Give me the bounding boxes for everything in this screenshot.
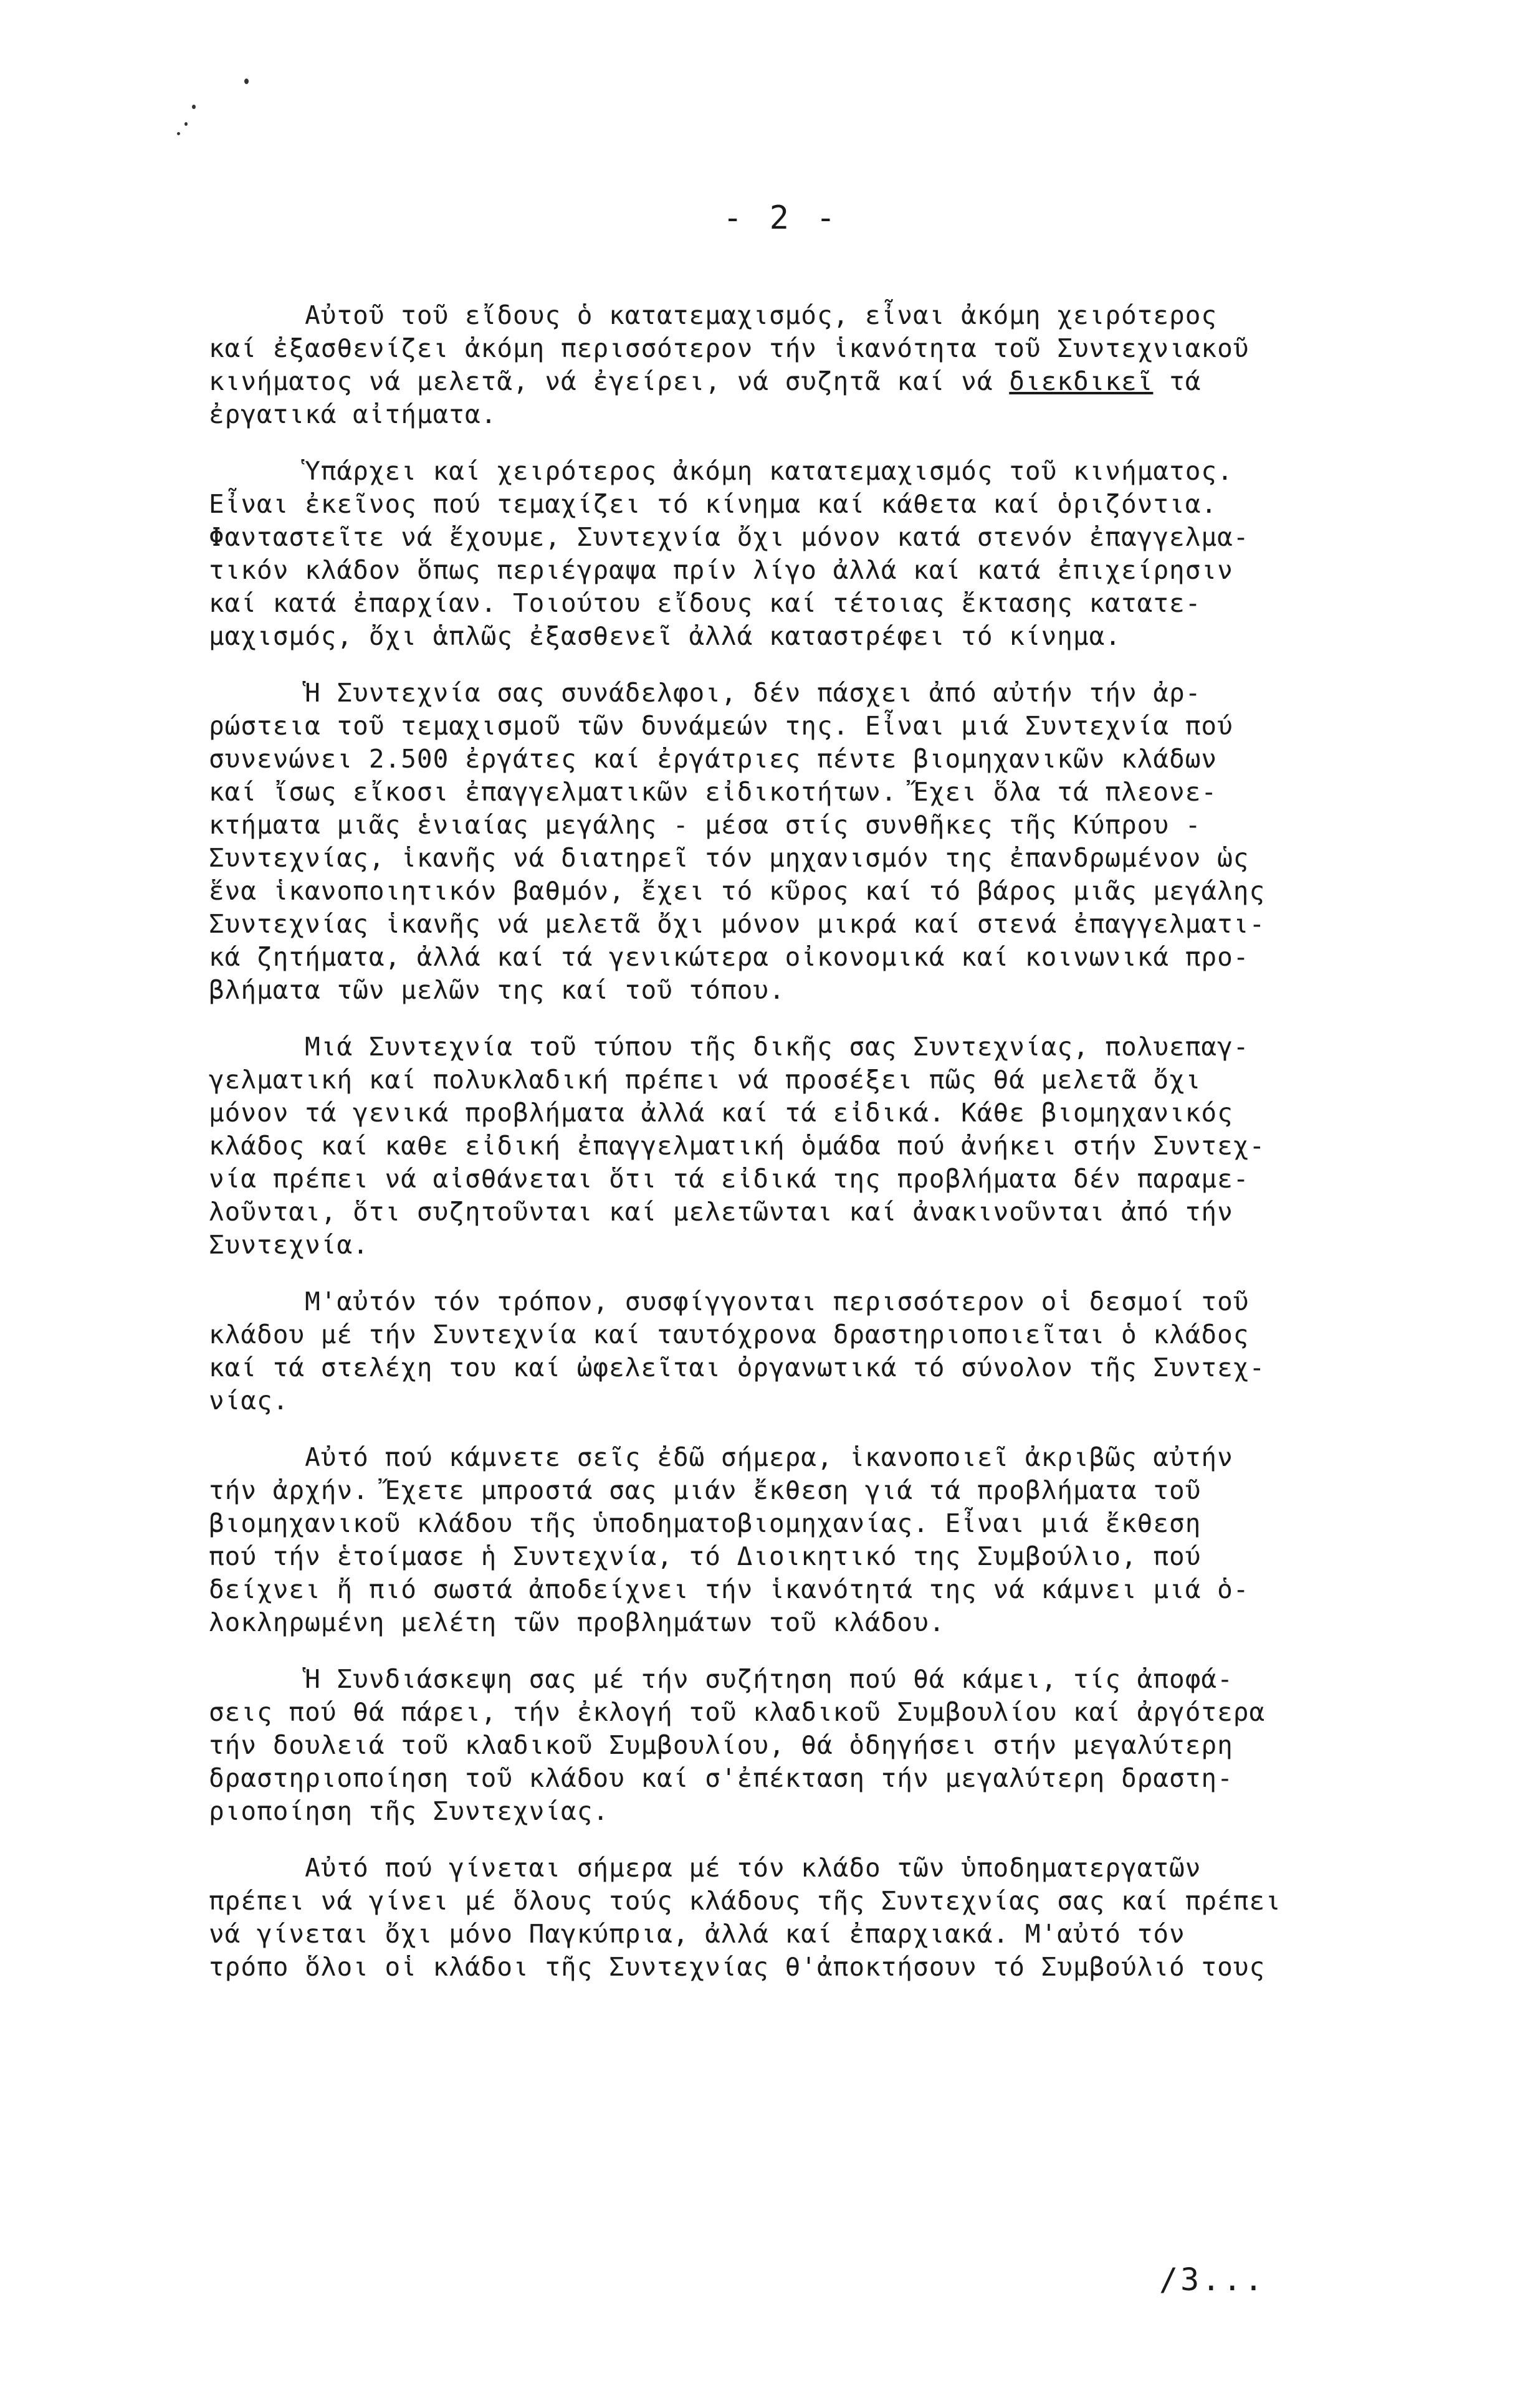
text-line: Αὐτοῦ τοῦ εἴδους ὁ κατατεμαχισμός, εἶναι ἀκόμη χειρότερος (209, 300, 1218, 330)
text-line: ρώστεια τοῦ τεμαχισμοῦ τῶν δυνάμεών της. Εἶναι μιά Συντεχνία πού (209, 711, 1233, 741)
text-segment: κινήματος νά μελετᾶ, νά ἐγείρει, νά συζητᾶ καί νά (209, 366, 1010, 396)
ink-speck (192, 105, 196, 109)
paragraph (209, 1030, 1461, 1262)
paragraph (209, 455, 1461, 653)
document-body (209, 299, 1461, 2007)
text-line: τρόπο ὅλοι οἱ κλάδοι τῆς Συντεχνίας θ'ἀποκτήσουν τό Συμβούλιό τους (209, 1952, 1266, 1982)
text-line: Ἡ Συνδιάσκεψη σας μέ τήν συζήτηση πού θά κάμει, τίς ἀποφά- (209, 1664, 1233, 1694)
text-line: κά ζητήματα, ἀλλά καί τά γενικώτερα οἰκονομικά καί κοινωνικά προ- (209, 942, 1250, 972)
text-line: τήν δουλειά τοῦ κλαδικοῦ Συμβουλίου, θά ὁδηγήσει στήν μεγαλύτερη (209, 1730, 1233, 1760)
text-line: ριοποίηση τῆς Συντεχνίας. (209, 1796, 609, 1826)
text-line: τήν ἀρχήν. Ἔχετε μπροστά σας μιάν ἔκθεση γιά τά προβλήματα τοῦ (209, 1475, 1202, 1505)
text-line: κλάδος καί καθε εἰδική ἐπαγγελματική ὁμάδα πού ἀνήκει στήν Συντεχ- (209, 1131, 1266, 1161)
text-line: βλήματα τῶν μελῶν της καί τοῦ τόπου. (209, 975, 785, 1005)
text-line: μαχισμός, ὄχι ἁπλῶς ἐξασθενεῖ ἀλλά καταστρέφει τό κίνημα. (209, 621, 1121, 651)
ink-speck (244, 79, 249, 84)
text-line: λοκληρωμένη μελέτη τῶν προβλημάτων τοῦ κλάδου. (209, 1607, 945, 1637)
text-line: δείχνει ἤ πιό σωστά ἀποδείχνει τήν ἱκανότητά της νά κάμνει μιά ὁ- (209, 1574, 1250, 1604)
text-line: σεις πού θά πάρει, τήν ἐκλογή τοῦ κλαδικοῦ Συμβουλίου καί ἀργότερα (209, 1697, 1266, 1727)
text-line: νά γίνεται ὄχι μόνο Παγκύπρια, ἀλλά καί ἐπαρχιακά. Μ'αὐτό τόν (209, 1919, 1185, 1949)
text-line: πρέπει νά γίνει μέ ὅλους τούς κλάδους τῆς Συντεχνίας σας καί πρέπει (209, 1886, 1281, 1916)
text-line: ἕνα ἱκανοποιητικόν βαθμόν, ἔχει τό κῦρος καί τό βάρος μιᾶς μεγάλης (209, 876, 1266, 906)
text-line: Συντεχνία. (209, 1230, 369, 1260)
text-line: Ὑπάρχει καί χειρότερος ἀκόμη κατατεμαχισμός τοῦ κινήματος. (209, 456, 1233, 486)
text-segment: τά (1153, 366, 1202, 396)
text-line: καί κατά ἐπαρχίαν. Τοιούτου εἴδους καί τέτοιας ἔκτασης κατατε- (209, 588, 1202, 618)
text-line: δραστηριοποίηση τοῦ κλάδου καί σ'ἐπέκταση τήν μεγαλύτερη δραστη- (209, 1763, 1233, 1793)
text-line: κτήματα μιᾶς ἑνιαίας μεγάλης - μέσα στίς συνθῆκες τῆς Κύπρου - (209, 810, 1202, 840)
text-line: κλάδου μέ τήν Συντεχνία καί ταυτόχρονα δραστηριοποιεῖται ὁ κλάδος (209, 1320, 1250, 1349)
text-line: καί ἴσως εἴκοσι ἐπαγγελματικῶν εἰδικοτήτων. Ἔχει ὅλα τά πλεονε- (209, 777, 1218, 807)
text-line: μόνον τά γενικά προβλήματα ἀλλά καί τά εἰδικά. Κάθε βιομηχανικός (209, 1098, 1233, 1128)
text-line: Ἡ Συντεχνία σας συνάδελφοι, δέν πάσχει ἀπό αὐτήν τήν ἀρ- (209, 678, 1202, 708)
text-line: Συντεχνίας ἱκανῆς νά μελετᾶ ὄχι μόνον μικρά καί στενά ἐπαγγελματι- (209, 909, 1266, 939)
text-line: βιομηχανικοῦ κλάδου τῆς ὑποδηματοβιομηχανίας. Εἶναι μιά ἔκθεση (209, 1508, 1202, 1538)
text-line: Εἶναι ἐκεῖνος πού τεμαχίζει τό κίνημα καί κάθετα καί ὁριζόντια. (209, 489, 1218, 519)
paragraph (209, 1285, 1461, 1417)
text-line: Μιά Συντεχνία τοῦ τύπου τῆς δικῆς σας Συντεχνίας, πολυεπαγ- (209, 1032, 1250, 1062)
text-line (209, 365, 1461, 398)
text-line: πού τήν ἑτοίμασε ἡ Συντεχνία, τό Διοικητικό της Συμβούλιο, πού (209, 1541, 1202, 1571)
ink-speck (184, 122, 188, 126)
text-line: Αὐτό πού γίνεται σήμερα μέ τόν κλάδο τῶν ὑποδηματεργατῶν (209, 1853, 1202, 1883)
underlined-word: διεκδικεῖ (1009, 366, 1154, 396)
ink-speck (177, 132, 180, 135)
paragraph (209, 299, 1461, 431)
paragraph (209, 1441, 1461, 1639)
text-line: Αὐτό πού κάμνετε σεῖς ἐδῶ σήμερα, ἱκανοποιεῖ ἀκριβῶς αὐτήν (209, 1442, 1233, 1472)
text-line: τικόν κλάδον ὅπως περιέγραψα πρίν λίγο ἀλλά καί κατά ἐπιχείρησιν (209, 555, 1233, 585)
paragraph (209, 677, 1461, 1007)
text-line: Συντεχνίας, ἱκανῆς νά διατηρεῖ τόν μηχανισμόν της ἐπανδρωμένον ὡς (209, 843, 1250, 873)
paragraph (209, 1663, 1461, 1828)
page-number: - 2 - (723, 199, 839, 237)
text-line: ἐργατικά αἰτήματα. (209, 399, 497, 429)
text-line: συνενώνει 2.500 ἐργάτες καί ἐργάτριες πέντε βιομηχανικῶν κλάδων (209, 744, 1218, 774)
text-line: καί τά στελέχη του καί ὠφελεῖται ὀργανωτικά τό σύνολον τῆς Συντεχ- (209, 1353, 1266, 1382)
text-line: λοῦνται, ὅτι συζητοῦνται καί μελετῶνται καί ἀνακινοῦνται ἀπό τήν (209, 1197, 1233, 1227)
text-line: νία πρέπει νά αἰσθάνεται ὅτι τά εἰδικά της προβλήματα δέν παραμε- (209, 1164, 1250, 1194)
continuation-mark: /3... (1159, 2262, 1266, 2298)
text-line: νίας. (209, 1386, 289, 1416)
text-line: καί ἐξασθενίζει ἀκόμη περισσότερον τήν ἱκανότητα τοῦ Συντεχνιακοῦ (209, 333, 1250, 363)
text-line: Μ'αὐτόν τόν τρόπον, συσφίγγονται περισσότερον οἱ δεσμοί τοῦ (209, 1287, 1250, 1316)
text-line: Φανταστεῖτε νά ἔχουμε, Συντεχνία ὄχι μόνον κατά στενόν ἐπαγγελμα- (209, 522, 1250, 552)
paragraph (209, 1852, 1461, 1984)
text-line: γελματική καί πολυκλαδική πρέπει νά προσέξει πῶς θά μελετᾶ ὄχι (209, 1065, 1202, 1095)
